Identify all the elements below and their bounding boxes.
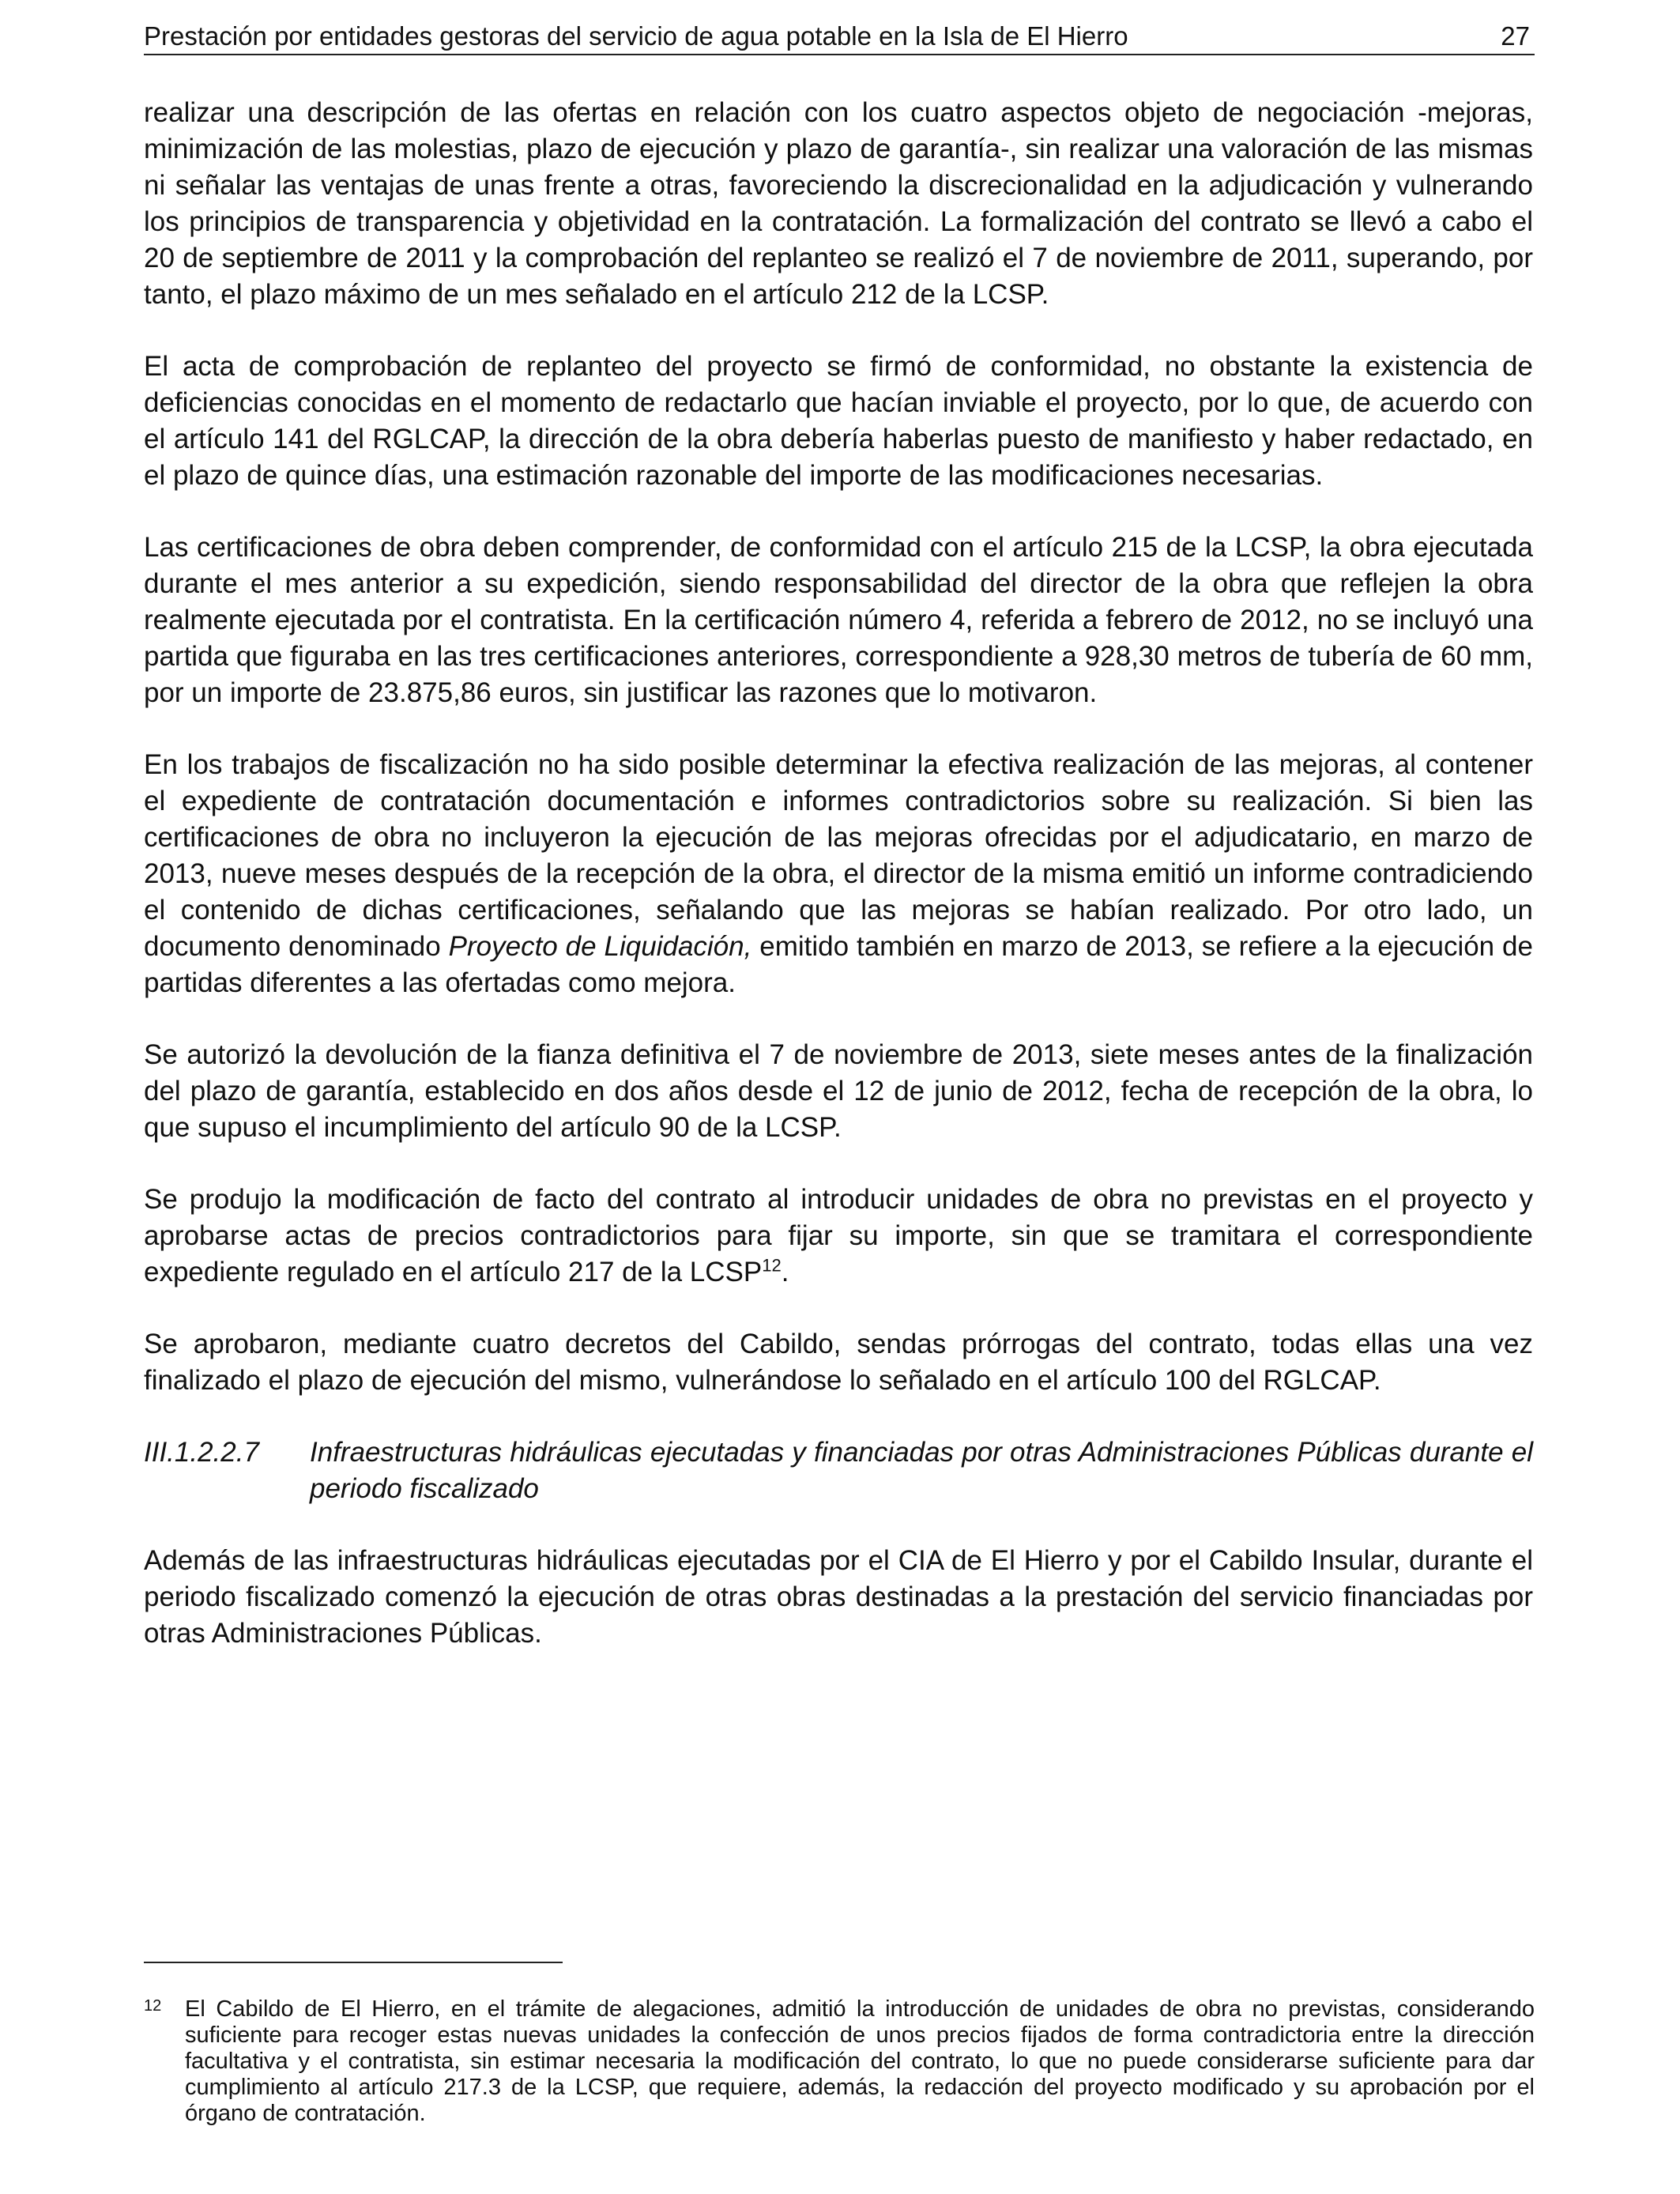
document-body [144,95,1533,1652]
paragraph-4-start: En los trabajos de fiscalización no ha sido posible determinar la efectiva realización de las mejoras, al contener el expediente de contratación documentación e informes contradictorios sobre su realización. Si bien las certificaciones de obra no incluyeron la ejecución de las mejoras ofrecidas por el adjudicatario, en marzo de 2013, nueve meses después de la recepción de la obra, el director de la misma emitió un informe contradiciendo el contenido de dichas certificaciones, señalando que las mejoras se habían realizado. Por otro lado, un documento denominado [144,749,1533,962]
paragraph-7: Se aprobaron, mediante cuatro decretos del Cabildo, sendas prórrogas del contrato, todas ellas una vez finalizado el plazo de ejecución del mismo, vulnerándose lo señalado en el artículo 100 del RGLCAP. [144,1329,1533,1396]
paragraph-8: Además de las infraestructuras hidráulicas ejecutadas por el CIA de El Hierro y por el Cabildo Insular, durante el periodo fiscalizado comenzó la ejecución de otras obras destinadas a la prestación del servicio financiadas por otras Administraciones Públicas. [144,1545,1533,1649]
paragraph-1: realizar una descripción de las ofertas en relación con los cuatro aspectos objeto de negociación -mejoras, minimización de las molestias, plazo de ejecución y plazo de garantía-, sin realizar una valoración de las mismas ni señalar las ventajas de unas frente a otras, favoreciendo la discrecionalidad en la adjudicación y vulnerando los principios de transparencia y objetividad en la contratación. La formalización del contrato se llevó a cabo el 20 de septiembre de 2011 y la comprobación del replanteo se realizó el 7 de noviembre de 2011, superando, por tanto, el plazo máximo de un mes señalado en el artículo 212 de la LCSP. [144,97,1533,310]
section-heading-title: Infraestructuras hidráulicas ejecutadas y financiadas por otras Administraciones Públicas durante el periodo fiscalizado [310,1437,1533,1504]
paragraph-4-italic-title: Proyecto de Liquidación, [448,931,752,962]
header-title: Prestación por entidades gestoras del servicio de agua potable en la Isla de El Hierro [144,21,1128,51]
paragraph-4 [144,747,1533,1001]
paragraph-6 [144,1182,1533,1291]
paragraph-2: El acta de comprobación de replanteo del proyecto se firmó de conformidad, no obstante la existencia de deficiencias conocidas en el momento de redactarlo que hacían inviable el proyecto, por lo que, de acuerdo con el artículo 141 del RGLCAP, la dirección de la obra debería haberlas puesto de manifiesto y haber redactado, en el plazo de quince días, una estimación razonable del importe de las modificaciones necesarias. [144,351,1533,491]
footnote-text: El Cabildo de El Hierro, en el trámite de alegaciones, admitió la introducción de unidades de obra no previstas, considerando suficiente para recoger estas nuevas unidades la confección de unos precios fijados de forma contradictoria entre la dirección facultativa y el contratista, sin estimar necesaria la modificación del contrato, lo que no puede considerarse suficiente para dar cumplimiento al artículo 217.3 de la LCSP, que requiere, además, la redacción del proyecto modificado y su aprobación por el órgano de contratación. [185,1996,1535,2126]
footnote [144,1996,1535,2127]
paragraph-4-end: emitido también en marzo de 2013, se refiere a la ejecución de partidas diferentes a las ofertadas como mejora. [144,931,1533,998]
paragraph-5: Se autorizó la devolución de la fianza definitiva el 7 de noviembre de 2013, siete meses antes de la finalización del plazo de garantía, establecido en dos años desde el 12 de junio de 2012, fecha de recepción de la obra, lo que supuso el incumplimiento del artículo 90 de la LCSP. [144,1039,1533,1143]
section-heading [144,1434,1533,1507]
paragraph-3: Las certificaciones de obra deben comprender, de conformidad con el artículo 215 de la LCSP, la obra ejecutada durante el mes anterior a su expedición, siendo responsabilidad del director de la obra que reflejen la obra realmente ejecutada por el contratista. En la certificación número 4, referida a febrero de 2012, no se incluyó una partida que figuraba en las tres certificaciones anteriores, correspondiente a 928,30 metros de tubería de 60 mm, por un importe de 23.875,86 euros, sin justificar las razones que lo motivaron. [144,532,1533,708]
footnote-divider [144,1962,563,1963]
paragraph-6-end: . [781,1257,789,1287]
footnote-reference[interactable]: 12 [762,1255,782,1276]
paragraph-6-start: Se produjo la modificación de facto del contrato al introducir unidades de obra no previstas en el proyecto y aprobarse actas de precios contradictorios para fijar su importe, sin que se tramitara el correspondiente expediente regulado en el artículo 217 de la LCSP [144,1184,1533,1287]
page-header [144,16,1535,55]
page-number: 27 [1501,21,1530,51]
footnote-mark: 12 [144,1997,162,2015]
section-heading-number: III.1.2.2.7 [144,1437,259,1468]
